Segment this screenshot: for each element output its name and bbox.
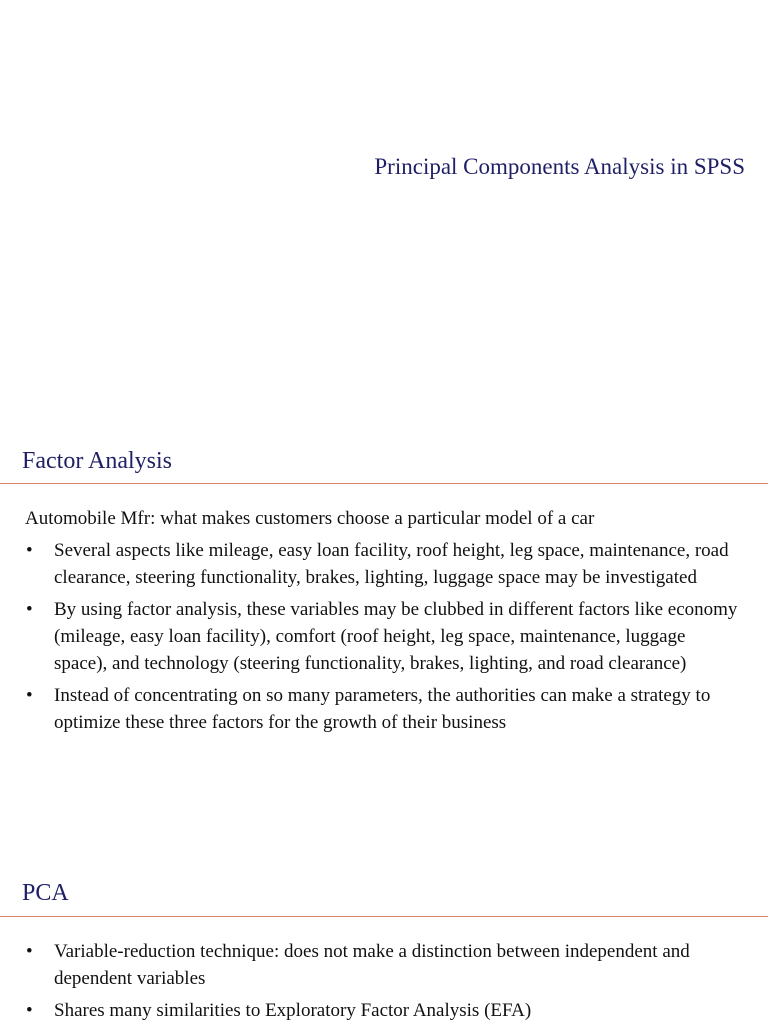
section-heading-pca: PCA (22, 880, 69, 906)
section-heading-factor-analysis: Factor Analysis (22, 448, 172, 474)
section-divider (0, 483, 768, 484)
bullet-icon: • (26, 540, 33, 561)
bullet-list-factor-analysis (0, 537, 740, 741)
list-item (0, 938, 740, 992)
document-title: Principal Components Analysis in SPSS (374, 154, 745, 179)
list-item (0, 997, 740, 1024)
list-item-text: Instead of concentrating on so many parameters, the authorities can make a strategy to optimize these three factors for the growth of their business (54, 685, 711, 733)
list-item (0, 537, 740, 591)
list-item-text: Several aspects like mileage, easy loan facility, roof height, leg space, maintenance, road clearance, steering functionality, brakes, lighting, luggage space may be investigated (54, 540, 729, 588)
bullet-icon: • (26, 1000, 33, 1021)
list-item-text: Shares many similarities to Exploratory Factor Analysis (EFA) (54, 1000, 532, 1021)
bullet-icon: • (26, 941, 33, 962)
bullet-icon: • (26, 685, 33, 706)
bullet-list-pca (0, 938, 740, 1029)
list-item (0, 596, 740, 677)
list-item-text: By using factor analysis, these variables may be clubbed in different factors like economy (mileage, easy loan facility), comfort (roof height, leg space, maintenance, luggage space), and technology (steering functionality, brakes, lighting, and road clearance) (54, 599, 738, 674)
list-item (0, 682, 740, 736)
bullet-icon: • (26, 599, 33, 620)
list-item-text: Variable-reduction technique: does not make a distinction between independent and dependent variables (54, 941, 690, 989)
section-divider (0, 916, 768, 917)
section-intro: Automobile Mfr: what makes customers choose a particular model of a car (25, 508, 595, 529)
